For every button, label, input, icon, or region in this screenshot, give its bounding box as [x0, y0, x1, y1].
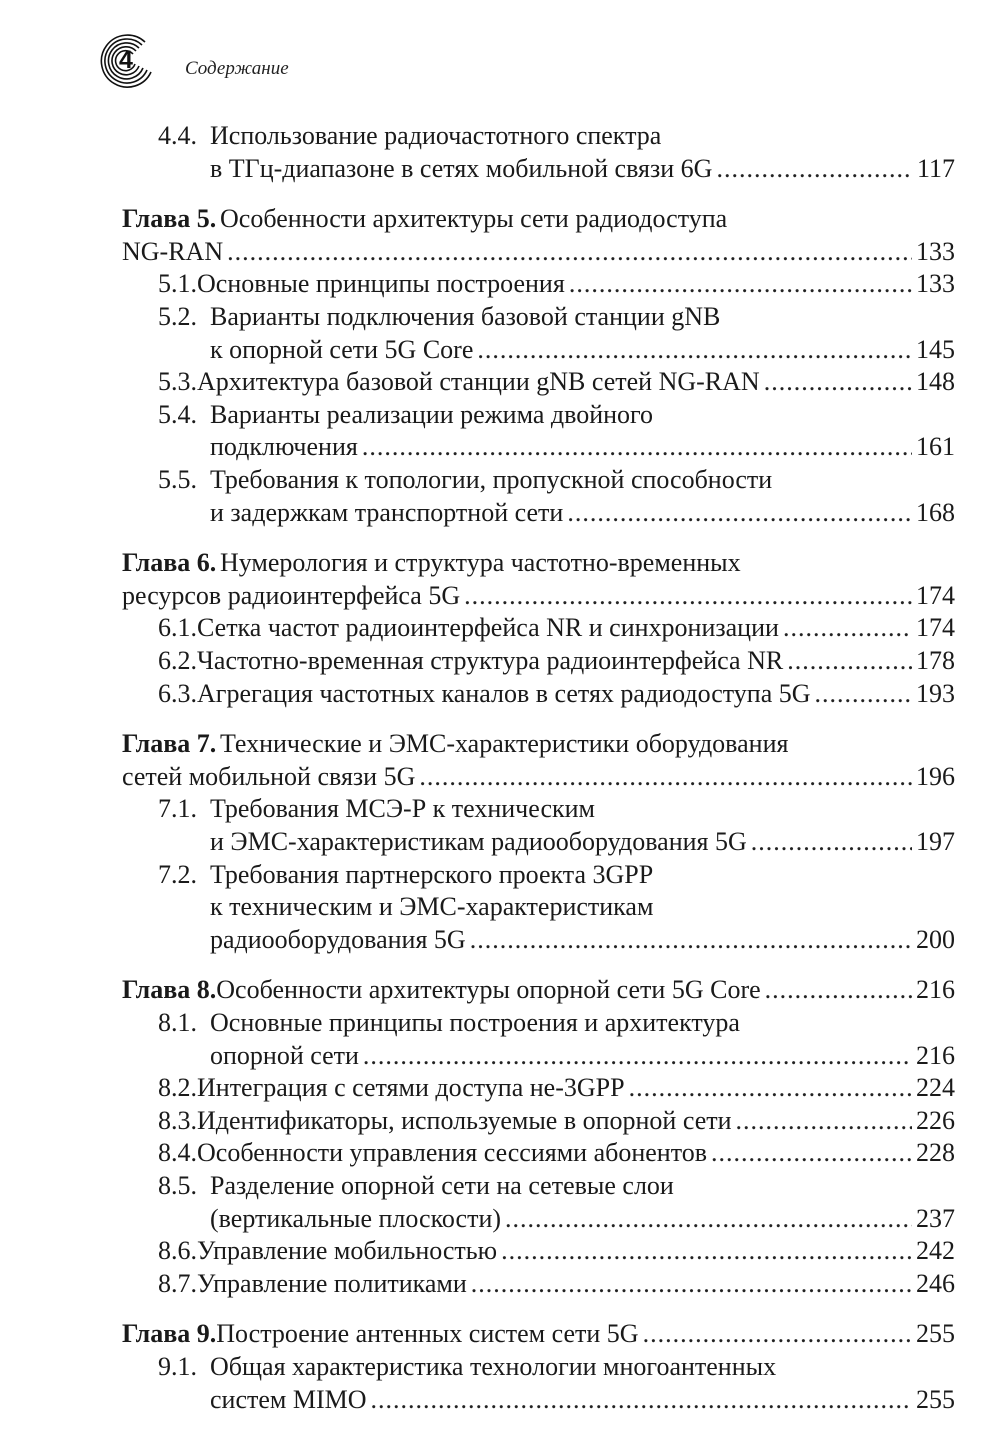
entry-title: ресурсов радиоинтерфейса 5G: [122, 580, 461, 610]
section-number: 5.2.: [158, 302, 197, 331]
entry-title: Построение антенных систем сети 5G: [216, 1319, 639, 1349]
entry-title: Особенности управления сессиями абонентов: [197, 1138, 708, 1168]
chapter-label: Глава 6.: [122, 548, 217, 578]
entry-title: Варианты реализации режима двойного: [210, 399, 654, 429]
entry-title: в ТГц-диапазоне в сетях мобильной связи 6G: [210, 153, 713, 183]
toc-section-line: [210, 1203, 955, 1235]
page-ref: 197: [916, 827, 955, 856]
section-number: 8.2.: [158, 1073, 197, 1103]
toc-section-line: [158, 399, 653, 431]
page-ref: 246: [916, 1268, 955, 1298]
dot-leader: [783, 612, 912, 644]
toc-section-line: [158, 1235, 955, 1267]
section-number: 8.3.: [158, 1105, 197, 1135]
section-number: 6.2.: [158, 646, 197, 675]
section-number: 8.1.: [158, 1008, 197, 1037]
toc-section-line: [158, 1007, 740, 1039]
page-ref: 161: [916, 432, 955, 462]
page-ref: 196: [916, 761, 955, 791]
dot-leader: [765, 974, 912, 1006]
dot-leader: [464, 580, 912, 612]
page-ref: 148: [916, 367, 955, 397]
toc-section-line: [158, 1072, 955, 1104]
chapter-label: Глава 9.: [122, 1319, 217, 1349]
entry-title: NG-RAN: [122, 236, 224, 266]
dot-leader: [567, 497, 912, 529]
entry-title: опорной сети: [210, 1040, 359, 1070]
entry-title: Сетка частот радиоинтерфейса NR и синхронизации: [197, 613, 779, 643]
entry-title: Варианты подключения базовой станции gNB: [210, 302, 721, 331]
toc-section-line: [158, 1170, 674, 1202]
toc-section-line: [158, 301, 720, 333]
page-header: [93, 28, 493, 108]
page-ref: 133: [916, 236, 955, 266]
entry-title: подключения: [210, 432, 358, 462]
dot-leader: [751, 826, 912, 858]
page-ref: 216: [916, 1040, 955, 1070]
section-number: 8.7.: [158, 1268, 197, 1298]
page-ref: 228: [916, 1138, 955, 1168]
dot-leader: [764, 366, 912, 398]
page-ref: 174: [916, 580, 955, 610]
toc-chapter-line: [122, 236, 955, 268]
section-number: 7.2.: [158, 859, 197, 889]
dot-leader: [569, 268, 912, 300]
entry-title: к техническим и ЭМС-характеристикам: [210, 892, 654, 922]
page-ref: 174: [916, 613, 955, 643]
toc-chapter-line: [122, 547, 741, 579]
entry-title: Частотно-временная структура радиоинтерфейса NR: [197, 646, 784, 675]
entry-title: Интеграция с сетями доступа не-3GPP: [197, 1073, 625, 1103]
entry-title: Требования к топологии, пропускной способности: [210, 465, 773, 494]
section-number: 8.6.: [158, 1236, 197, 1266]
entry-title: Управление политиками: [197, 1268, 467, 1298]
toc-section-line: [158, 1105, 955, 1137]
dot-leader: [629, 1072, 912, 1104]
toc-section-line: [158, 793, 595, 825]
toc-section-line: [210, 431, 955, 463]
entry-title: Требования партнерского проекта 3GPP: [210, 859, 654, 889]
dot-leader: [716, 153, 913, 185]
dot-leader: [362, 431, 912, 463]
dot-leader: [227, 236, 912, 268]
entry-title: Общая характеристика технологии многоантенных: [210, 1352, 777, 1381]
page-ref: 255: [916, 1384, 955, 1414]
entry-title: и ЭМС-характеристикам радиооборудования 5G: [210, 827, 747, 856]
dot-leader: [477, 334, 912, 366]
toc-section-line: [158, 1351, 776, 1383]
toc-chapter-line: [122, 203, 727, 235]
entry-title: Идентификаторы, используемые в опорной сети: [197, 1105, 732, 1135]
page-ref: 242: [916, 1236, 955, 1266]
toc-chapter-line: [122, 1318, 955, 1350]
section-number: 5.4.: [158, 399, 197, 429]
toc-section-line: [210, 1040, 955, 1072]
toc-section-line: [210, 1384, 955, 1416]
chapter-label: Глава 5.: [122, 204, 217, 234]
entry-title: Нумерология и структура частотно-временных: [220, 548, 741, 578]
page-ref: 117: [916, 153, 955, 183]
page-ref: 178: [916, 646, 955, 675]
dot-leader: [501, 1235, 912, 1267]
entry-title: Управление мобильностью: [197, 1236, 498, 1266]
toc-section-line: [158, 268, 955, 300]
toc-chapter-line: [122, 761, 955, 793]
page-ref: 237: [916, 1203, 955, 1233]
entry-title: Особенности архитектуры опорной сети 5G Core: [216, 975, 761, 1005]
toc-section-line: [158, 859, 653, 891]
section-number: 7.1.: [158, 794, 197, 824]
section-number: 5.1.: [158, 269, 197, 299]
section-number: 6.1.: [158, 613, 197, 643]
entry-title: Агрегация частотных каналов в сетях радиодоступа 5G: [197, 678, 811, 708]
page-ref: 255: [916, 1319, 955, 1349]
page-ref: 168: [916, 497, 955, 527]
toc-section-line: [158, 1137, 955, 1169]
chapter-label: Глава 8.: [122, 975, 217, 1005]
entry-title: Особенности архитектуры сети радиодоступа: [220, 204, 728, 234]
toc-section-line: [158, 120, 661, 152]
entry-title: Разделение опорной сети на сетевые слои: [210, 1171, 674, 1200]
toc-section-line: [158, 678, 955, 710]
running-title: Содержание: [185, 58, 289, 79]
entry-title: Основные принципы построения: [197, 269, 565, 299]
entry-title: Технические и ЭМС-характеристики оборудования: [220, 729, 789, 759]
dot-leader: [505, 1203, 912, 1235]
page-number: 4: [119, 46, 133, 74]
entry-title: систем MIMO: [210, 1384, 367, 1414]
dot-leader: [371, 1384, 912, 1416]
entry-title: Основные принципы построения и архитектура: [210, 1008, 740, 1037]
entry-title: радиооборудования 5G: [210, 924, 466, 954]
toc-section-line: [210, 924, 955, 956]
toc-section-line: [210, 826, 955, 858]
toc-section-line: [158, 1268, 955, 1300]
dot-leader: [419, 761, 912, 793]
entry-title: и задержкам транспортной сети: [210, 497, 564, 527]
page-ref: 133: [916, 269, 955, 299]
page-ref: 193: [916, 678, 955, 708]
entry-title: Требования МСЭ-Р к техническим: [210, 794, 595, 824]
section-number: 8.4.: [158, 1138, 197, 1168]
dot-leader: [470, 924, 912, 956]
toc-section-line: [210, 497, 955, 529]
section-number: 9.1.: [158, 1352, 197, 1381]
page-ref: 224: [916, 1073, 955, 1103]
dot-leader: [787, 645, 912, 677]
toc-chapter-line: [122, 974, 955, 1006]
toc-section-line: [210, 891, 653, 923]
toc-section-line: [158, 612, 955, 644]
page-ref: 216: [916, 975, 955, 1005]
entry-title: сетей мобильной связи 5G: [122, 761, 416, 791]
section-number: 8.5.: [158, 1171, 197, 1200]
dot-leader: [471, 1268, 912, 1300]
dot-leader: [711, 1137, 912, 1169]
chapter-label: Глава 7.: [122, 729, 217, 759]
entry-title: Архитектура базовой станции gNB сетей NG-RAN: [197, 367, 760, 397]
dot-leader: [363, 1040, 912, 1072]
section-number: 5.5.: [158, 465, 197, 494]
toc-section-line: [210, 153, 955, 185]
section-number: 5.3.: [158, 367, 197, 397]
toc-chapter-line: [122, 580, 955, 612]
toc-chapter-line: [122, 728, 788, 760]
page-ref: 226: [916, 1105, 955, 1135]
toc-section-line: [158, 464, 772, 496]
section-number: 4.4.: [158, 121, 197, 150]
section-number: 6.3.: [158, 678, 197, 708]
page-ref: 145: [916, 334, 955, 364]
dot-leader: [736, 1105, 912, 1137]
toc-section-line: [210, 334, 955, 366]
entry-title: к опорной сети 5G Core: [210, 334, 474, 364]
dot-leader: [815, 678, 912, 710]
entry-title: Использование радиочастотного спектра: [210, 121, 662, 150]
toc-section-line: [158, 366, 955, 398]
entry-title: (вертикальные плоскости): [210, 1203, 502, 1233]
page-ref: 200: [916, 924, 955, 954]
toc-section-line: [158, 645, 955, 677]
dot-leader: [643, 1318, 912, 1350]
